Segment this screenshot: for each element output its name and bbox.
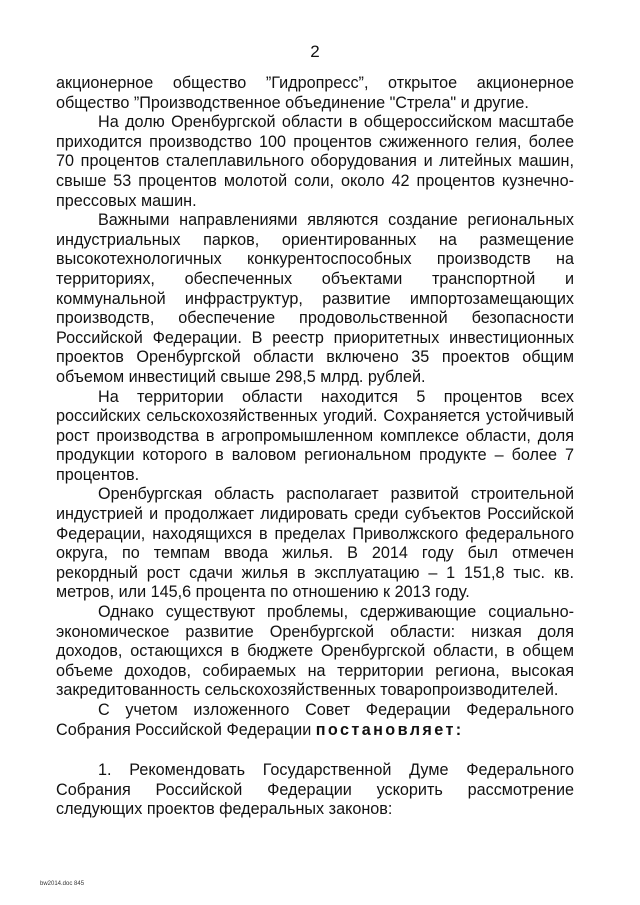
paragraph-item-1: 1. Рекомендовать Государственной Думе Федерального Собрания Российской Федерации ускорить рассмотрение следующих проектов федеральных законов:: [56, 761, 574, 819]
document-body: [56, 74, 574, 820]
paragraph-construction: Оренбургская область располагает развитой строительной индустрией и продолжает лидировать среди субъектов Российской Федерации, находящихся в пределах Приволжского федерального округа, по темпам ввода жилья. В 2014 году был отмечен рекордный рост сдачи жилья в эксплуатацию – 1 151,8 тыс. кв. метров, или 145,6 процента по отношению к 2013 году.: [56, 485, 574, 602]
paragraph-industrial-parks: Важными направлениями являются создание региональных индустриальных парков, ориентированных на размещение высокотехнологичных конкурентоспособных производств на территориях, обеспеченных объектами транспортной и коммунальной инфраструктур, развитие импортозамещающих производств, обеспечение продовольственной безопасности Российской Федерации. В реестр приоритетных инвестиционных проектов Оренбургской области включено 35 проектов общим объемом инвестиций свыше 298,5 млрд. рублей.: [56, 211, 574, 386]
paragraph-continuation: акционерное общество ”Гидропресс”, открытое акционерное общество ”Производственное объединение "Стрела" и другие.: [56, 74, 574, 112]
paragraph-agriculture: На территории области находится 5 процентов всех российских сельскохозяйственных угодий. Сохраняется устойчивый рост производства в агропромышленном комплексе области, доля продукции которого в валовом региональном продукте – более 7 процентов.: [56, 387, 574, 484]
resolution-intro-text: С учетом изложенного Совет Федерации Федерального Собрания Российской Федерации: [56, 701, 574, 739]
resolution-verb: постановляет:: [315, 720, 464, 739]
paragraph-problems: Однако существуют проблемы, сдерживающие социально-экономическое развитие Оренбургской области: низкая доля доходов, остающихся в бюджете Оренбургской области, в общем объеме доходов, собираемых на территории региона, высокая закредитованность сельскохозяйственных товаропроизводителей.: [56, 603, 574, 700]
page-number: 2: [310, 42, 320, 61]
footer-doc-code: bw2014.doc 845: [40, 881, 85, 887]
paragraph-resolution-intro: [56, 701, 574, 740]
paragraph-production-share: На долю Оренбургской области в общероссийском масштабе приходится производство 100 процентов сжиженного гелия, более 70 процентов сталеплавильного оборудования и литейных машин, свыше 53 процентов молотой соли, около 42 процентов кузнечно-прессовых машин.: [56, 113, 574, 210]
